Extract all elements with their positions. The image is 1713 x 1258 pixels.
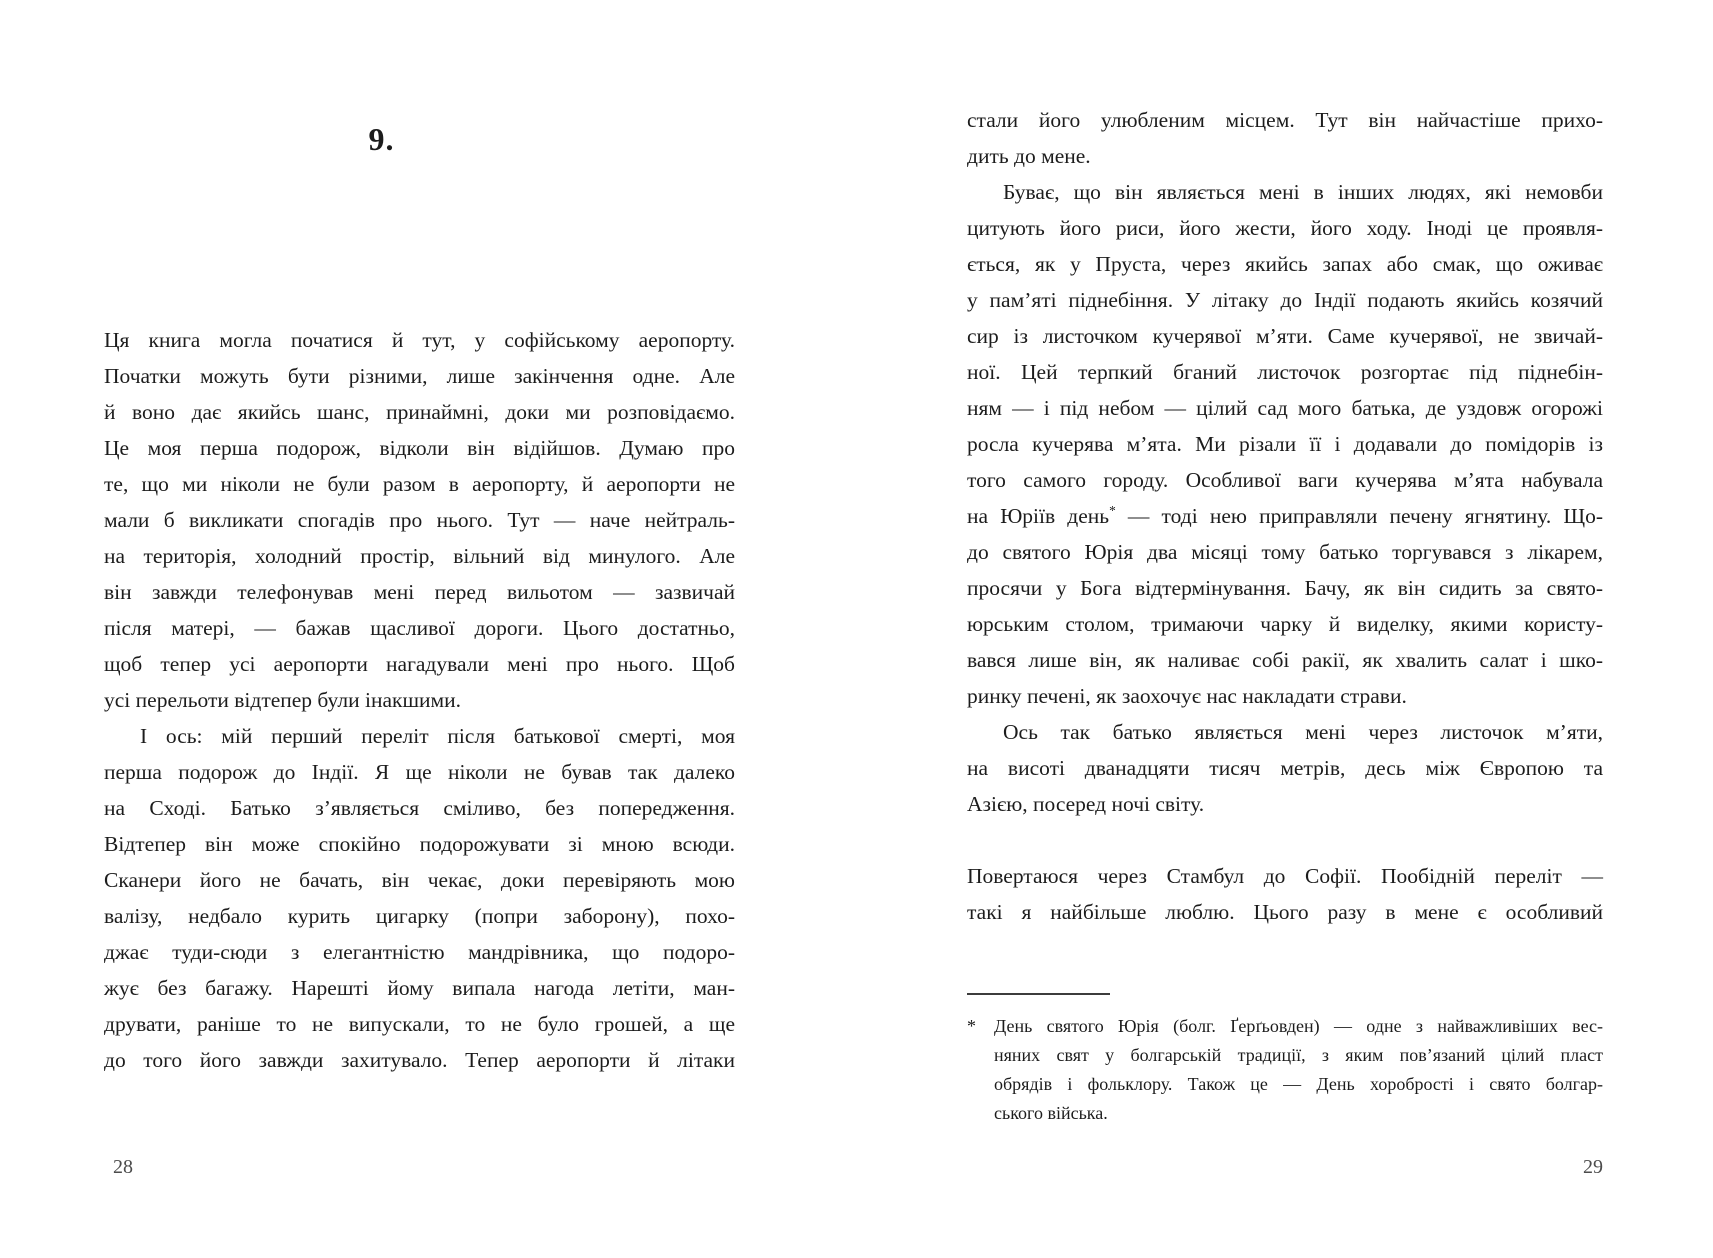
text-line: Ця книга могла початися й тут, у софійському аеропорту.: [104, 328, 735, 352]
text-line: на територія, холодний простір, вільний від минулого. Але: [104, 544, 735, 568]
footnote-line: няних свят у болгарській традиції, з яким пов’язаний цілий пласт: [994, 1045, 1603, 1065]
text-line: Повертаюся через Стамбул до Софії. Пообідній переліт —: [967, 864, 1603, 888]
text-line: Це моя перша подорож, відколи він відійшов. Думаю про: [104, 436, 735, 460]
text-line: сир із листочком кучерявої м’яти. Саме кучерявої, не звичай-: [967, 324, 1603, 348]
text-line: на Сході. Батько з’являється сміливо, без попередження.: [104, 796, 735, 820]
text-line: джає туди-сюди з елегантністю мандрівника, що подоро-: [104, 940, 735, 964]
right-page: [967, 0, 1603, 1258]
text-line: стали його улюбленим місцем. Тут він найчастіше прихо-: [967, 108, 1603, 132]
text-line: цитують його риси, його жести, його ходу. Іноді це проявля-: [967, 216, 1603, 240]
footnote-line: День святого Юрія (болг. Ґерґьовден) — одне з найважливіших вес-: [994, 1016, 1603, 1036]
text-line: того самого городу. Особливої ваги кучерява м’ята набувала: [967, 468, 1603, 492]
text-line: те, що ми ніколи не були разом в аеропорту, й аеропорти не: [104, 472, 735, 496]
text-line: на Юріїв день* — тоді нею приправляли печену ягнятину. Що-: [967, 502, 1603, 528]
text-line: він завжди телефонував мені перед вильотом — зазвичай: [104, 580, 735, 604]
right-page-body: [967, 102, 1603, 930]
footnote-line: ського війська.: [994, 1103, 1108, 1123]
text-line: Буває, що він являється мені в інших людях, які немовби: [1003, 180, 1603, 204]
text-line: й воно дає якийсь шанс, принаймні, доки ми розповідаємо.: [104, 400, 735, 424]
text-line: Сканери його не бачать, він чекає, доки перевіряють мою: [104, 868, 735, 892]
footnote-text: [994, 1012, 1603, 1128]
right-page-number: 29: [1583, 1156, 1603, 1178]
text-line: валізу, недбало курить цигарку (попри заборону), похо-: [104, 904, 735, 928]
footnote-line: обрядів і фольклору. Також це — День хоробрості і свято болгар-: [994, 1074, 1603, 1094]
text-line: на висоті дванадцяти тисяч метрів, десь між Європою та: [967, 756, 1603, 780]
text-line: у пам’яті піднебіння. У літаку до Індії подають якийсь козячий: [967, 288, 1603, 312]
text-line: вався лише він, як наливає собі ракії, як хвалить салат і шко-: [967, 648, 1603, 672]
text-line: Початки можуть бути різними, лише закінчення одне. Але: [104, 364, 735, 388]
paragraph: [104, 322, 735, 718]
text-line: друвати, раніше то не випускали, то не було грошей, а ще: [104, 1012, 735, 1036]
text-line: щоб тепер усі аеропорти нагадували мені про нього. Щоб: [104, 652, 735, 676]
text-line: усі перельоти відтепер були інакшими.: [104, 688, 461, 712]
text-line: Ось так батько являється мені через листочок м’яти,: [1003, 720, 1603, 744]
text-line: просячи у Бога відтермінування. Бачу, як він сидить за свято-: [967, 576, 1603, 600]
paragraph: [967, 174, 1603, 714]
text-line: Відтепер він може спокійно подорожувати зі мною всюди.: [104, 832, 735, 856]
paragraph: [967, 714, 1603, 822]
paragraph: [967, 858, 1603, 930]
paragraph: [967, 102, 1603, 174]
text-line: до святого Юрія два місяці тому батько торгувався з лікарем,: [967, 540, 1603, 564]
text-line: такі я найбільше люблю. Цього разу в мене є особливий: [967, 900, 1603, 924]
left-page: [104, 0, 735, 1258]
paragraph: [104, 718, 735, 1078]
left-page-body: [104, 322, 735, 1078]
text-line: дить до мене.: [967, 144, 1091, 168]
text-line: після матері, — бажав щасливої дороги. Цього достатньо,: [104, 616, 735, 640]
text-line: до того його завжди захитувало. Тепер аеропорти й літаки: [104, 1048, 735, 1072]
text-line: ної. Цей терпкий бганий листочок розгортає під піднебін-: [967, 360, 1603, 384]
text-line: ням — і під небом — цілий сад мого батька, де уздовж огорожі: [967, 396, 1603, 420]
text-line: жує без багажу. Нарешті йому випала нагода летіти, ман-: [104, 976, 735, 1000]
text-line: Азією, посеред ночі світу.: [967, 792, 1205, 816]
left-page-number: 28: [113, 1156, 133, 1178]
text-line: росла кучерява м’ята. Ми різали її і додавали до помідорів із: [967, 432, 1603, 456]
footnote-marker: *: [967, 1016, 976, 1036]
text-line: юрським столом, тримаючи чарку й виделку, якими користу-: [967, 612, 1603, 636]
text-line: мали б викликати спогадів про нього. Тут — наче нейтраль-: [104, 508, 735, 532]
text-line: І ось: мій перший переліт після батькової смерті, моя: [140, 724, 735, 748]
text-line: перша подорож до Індії. Я ще ніколи не бував так далеко: [104, 760, 735, 784]
text-line: ринку печені, як заохочує нас накладати страви.: [967, 684, 1407, 708]
text-line: ється, як у Пруста, через якийсь запах або смак, що оживає: [967, 252, 1603, 276]
footnote: [967, 993, 1603, 1128]
chapter-heading: 9.: [368, 120, 395, 157]
footnote-rule: [967, 993, 1110, 995]
